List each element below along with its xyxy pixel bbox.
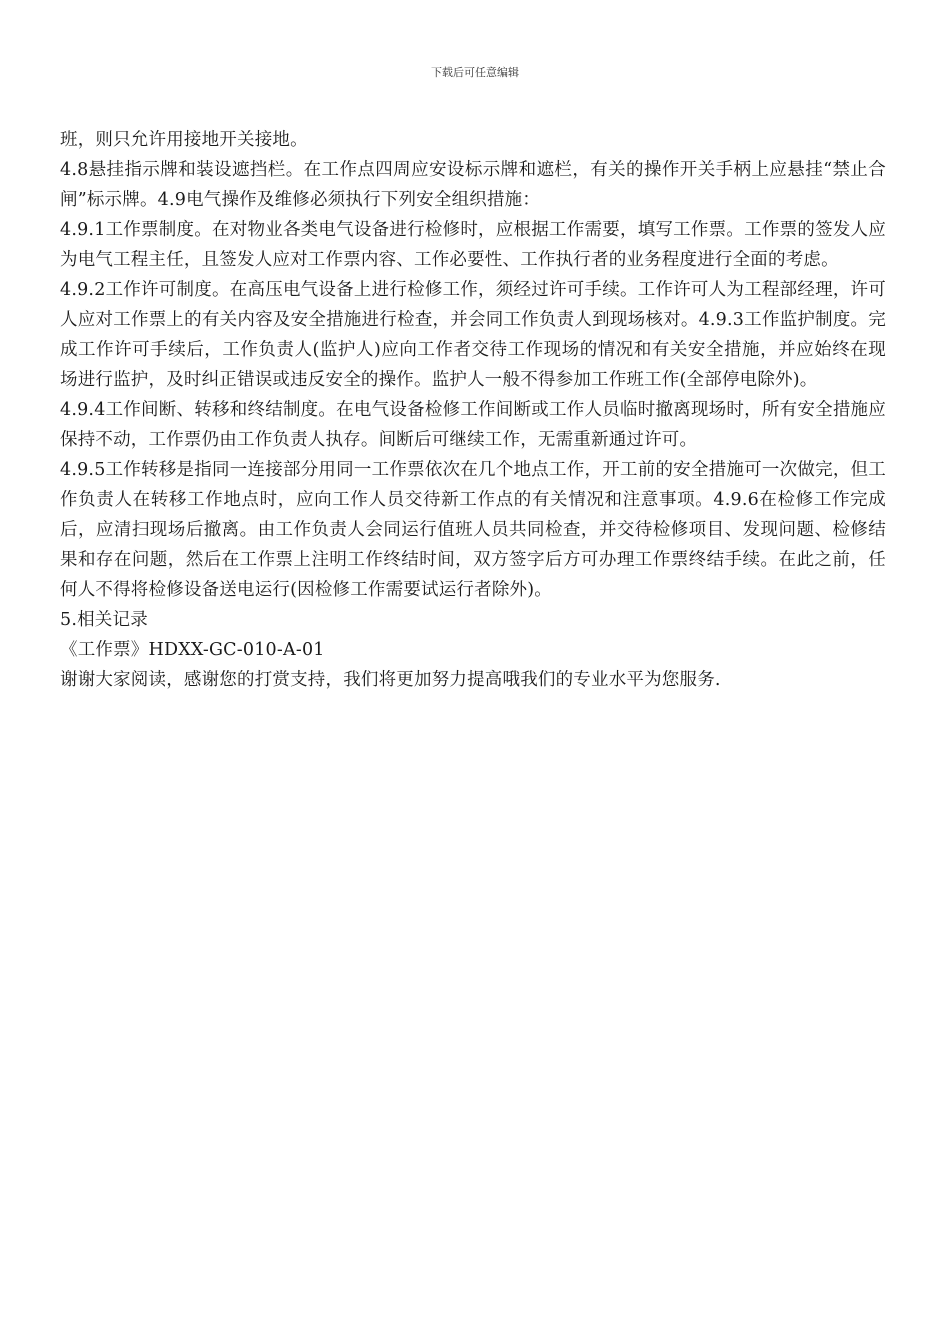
paragraph-4-9-4: 4.9.4工作间断、转移和终结制度。在电气设备检修工作间断或工作人员临时撤离现场时，所有安全措施应保持不动，工作票仍由工作负责人执存。间断后可继续工作，无需重新通过许可。 xyxy=(60,400,886,450)
closing-note: 谢谢大家阅读，感谢您的打赏支持，我们将更加努力提高哦我们的专业水平为您服务. xyxy=(60,670,721,690)
paragraph-4-9-2-text: 4.9.2工作许可制度。在高压电气设备上进行检修工作，须经过许可手续。工作许可人为工程部经理，许可人应对工作票上的有关内容及安全措施进行检查，并会同工作负责人到现场核对。 xyxy=(60,280,886,330)
section-5-heading: 5.相关记录 xyxy=(60,610,148,630)
paragraph-4-9-1: 4.9.1工作票制度。在对物业各类电气设备进行检修时，应根据工作需要，填写工作票。工作票的签发人应为电气工程主任，且签发人应对工作票内容、工作必要性、工作执行者的业务程度进行全面的考虑。 xyxy=(60,220,886,270)
paragraph-4-7-tail: 班，则只允许用接地开关接地。 xyxy=(60,130,308,150)
paragraph-4-9-6-text: 4.9.6在检修工作完成后，应清扫现场后撤离。由工作负责人会同运行值班人员共同检查，并交待检修项目、发现问题、检修结果和存在问题，然后在工作票上注明工作终结时间，双方签字后方可办理工作票终结手续。在此之前，任何人不得将检修设备送电运行(因检修工作需要试运行者除外)。 xyxy=(60,490,886,600)
document-body xyxy=(60,125,886,695)
paragraph-4-8 xyxy=(60,155,886,215)
page-header: 下载后可任意编辑 xyxy=(431,66,519,79)
paragraph-4-8-text: 4.8悬挂指示牌和装设遮挡栏。在工作点四周应安设标示牌和遮栏，有关的操作开关手柄上应悬挂“禁止合闸”标示牌。 xyxy=(60,160,886,210)
paragraph-4-9-2 xyxy=(60,275,886,395)
paragraph-4-9-5 xyxy=(60,455,886,605)
record-item: 《工作票》HDXX-GC-010-A-01 xyxy=(60,640,325,660)
paragraph-4-9-5-text: 4.9.5工作转移是指同一连接部分用同一工作票依次在几个地点工作，开工前的安全措施可一次做完，但工作负责人在转移工作地点时，应向工作人员交待新工作点的有关情况和注意事项。 xyxy=(60,460,886,510)
paragraph-4-9-3-text: 4.9.3工作监护制度。完成工作许可手续后，工作负责人(监护人)应向工作者交待工作现场的情况和有关安全措施，并应始终在现场进行监护，及时纠正错误或违反安全的操作。监护人一般不得参加工作班工作(全部停电除外)。 xyxy=(60,310,886,390)
paragraph-4-9-text: 4.9电气操作及维修必须执行下列安全组织措施： xyxy=(157,190,541,210)
